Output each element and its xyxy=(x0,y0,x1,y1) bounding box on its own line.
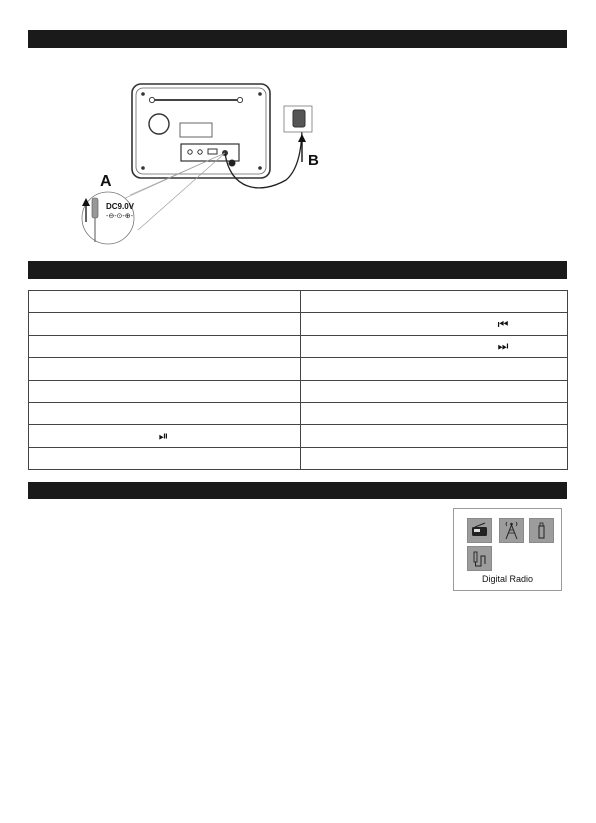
label-a: A xyxy=(100,173,112,190)
table-row xyxy=(29,313,568,335)
mode-menu-screen xyxy=(453,508,562,591)
antenna-icon[interactable] xyxy=(499,518,524,543)
remote-control-table xyxy=(28,290,568,470)
selected-mode-label: Digital Radio xyxy=(481,574,534,584)
table-cell xyxy=(29,291,301,313)
play-pause-icon: ⏯ xyxy=(158,428,169,443)
dc-polarity-symbol: -⊖-⊙-⊕- xyxy=(106,213,133,220)
table-cell xyxy=(29,313,301,335)
table-row xyxy=(29,358,568,380)
power-connection-diagram xyxy=(80,70,340,245)
table-cell xyxy=(301,335,568,357)
section-header-bar-remote xyxy=(28,261,567,279)
section-header-bar-menu xyxy=(28,482,567,499)
table-cell xyxy=(301,291,568,313)
dab-radio-icon[interactable] xyxy=(467,518,492,543)
section-header-bar-connection xyxy=(28,30,567,48)
table-cell xyxy=(29,447,301,469)
table-row xyxy=(29,380,568,402)
table-row xyxy=(29,425,568,447)
usb-icon[interactable] xyxy=(529,518,554,543)
table-row xyxy=(29,402,568,424)
table-cell xyxy=(29,380,301,402)
table-cell xyxy=(29,358,301,380)
table-cell xyxy=(29,425,301,447)
next-track-icon: ⏭ xyxy=(497,339,509,354)
table-cell xyxy=(301,425,568,447)
label-b: B xyxy=(308,152,319,169)
previous-track-icon: ⏮ xyxy=(497,317,509,332)
table-row xyxy=(29,291,568,313)
table-cell xyxy=(301,447,568,469)
dc-voltage-label: DC9.0V xyxy=(106,202,135,211)
table-cell xyxy=(301,313,568,335)
table-row xyxy=(29,335,568,357)
table-cell xyxy=(29,335,301,357)
table-cell xyxy=(301,380,568,402)
table-cell xyxy=(29,402,301,424)
table-cell xyxy=(301,402,568,424)
table-row xyxy=(29,447,568,469)
aux-icon[interactable] xyxy=(467,546,492,571)
table-cell xyxy=(301,358,568,380)
